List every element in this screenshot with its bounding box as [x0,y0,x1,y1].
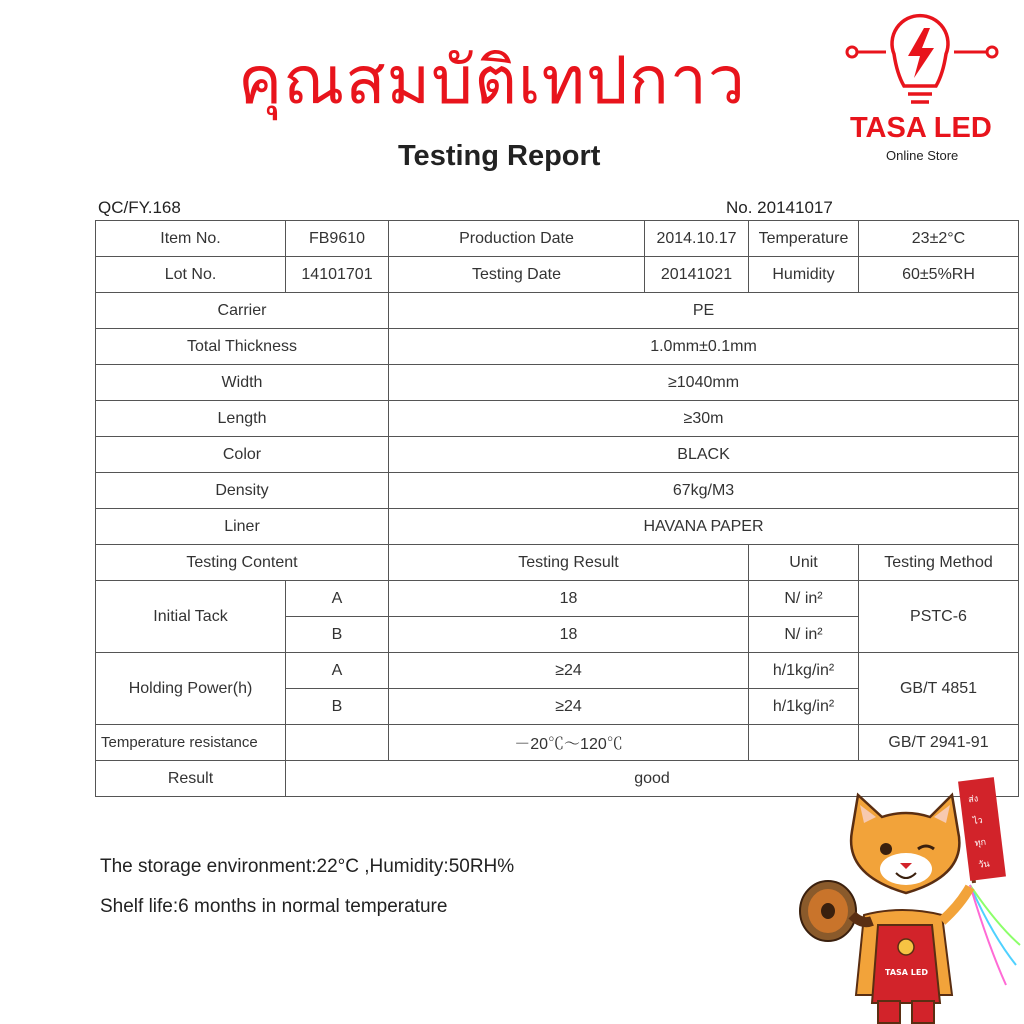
info-cell: 23±2°C [859,221,1019,257]
info-row-lot [96,257,1019,293]
property-value: PE [389,293,1019,329]
test-result: 18 [389,581,749,617]
info-cell: 60±5%RH [859,257,1019,293]
property-row [96,365,1019,401]
test-unit: N/ in² [749,617,859,653]
test-method: GB/T 2941-91 [859,725,1019,761]
info-cell: Humidity [749,257,859,293]
flag-char: ส่ง [967,794,979,806]
flag-char: ทุก [974,837,987,849]
property-value: 1.0mm±0.1mm [389,329,1019,365]
result-value: good [286,761,1019,797]
property-label: Density [96,473,389,509]
test-unit [749,725,859,761]
info-cell: 14101701 [286,257,389,293]
info-cell: 2014.10.17 [645,221,749,257]
property-row [96,293,1019,329]
test-label: Initial Tack [96,581,286,653]
property-value: BLACK [389,437,1019,473]
report-title: Testing Report [398,140,601,172]
test-result: ≥24 [389,653,749,689]
thai-page-title: คุณสมบัติเทปกาว [238,42,746,119]
property-row [96,329,1019,365]
testing-report-table [95,220,1019,797]
info-cell: Temperature [749,221,859,257]
property-value: HAVANA PAPER [389,509,1019,545]
test-header-content: Testing Content [96,545,389,581]
property-label: Total Thickness [96,329,389,365]
property-label: Width [96,365,389,401]
test-method: PSTC-6 [859,581,1019,653]
report-code: QC/FY.168 [98,198,181,217]
info-cell: Testing Date [389,257,645,293]
test-row [96,581,1019,617]
property-label: Length [96,401,389,437]
shelf-life-note: Shelf life:6 months in normal temperature [100,896,448,917]
property-value: ≥30m [389,401,1019,437]
test-sample [286,725,389,761]
test-result: 18 [389,617,749,653]
info-cell: Item No. [96,221,286,257]
info-cell: Production Date [389,221,645,257]
brand-name: TASA LED [850,112,992,144]
property-label: Liner [96,509,389,545]
test-header-method: Testing Method [859,545,1019,581]
test-sample: B [286,617,389,653]
test-result: －20℃～120℃ [389,725,749,761]
test-row [96,725,1019,761]
test-row [96,653,1019,689]
test-unit: h/1kg/in² [749,689,859,725]
result-label: Result [96,761,286,797]
test-sample: B [286,689,389,725]
property-value: ≥1040mm [389,365,1019,401]
test-header-result: Testing Result [389,545,749,581]
info-cell: FB9610 [286,221,389,257]
test-result: ≥24 [389,689,749,725]
property-row [96,401,1019,437]
info-cell: Lot No. [96,257,286,293]
test-sample: A [286,581,389,617]
test-unit: h/1kg/in² [749,653,859,689]
property-label: Carrier [96,293,389,329]
test-label: Holding Power(h) [96,653,286,725]
info-row-item [96,221,1019,257]
flag-char: วัน [977,859,991,871]
storage-note: The storage environment:22°C ,Humidity:50RH% [100,856,515,877]
apron-text: TASA LED [885,968,928,977]
property-row [96,509,1019,545]
cat-mascot-icon [792,765,1024,1024]
flag-char: ไว [972,815,984,827]
test-header-row [96,545,1019,581]
property-value: 67kg/M3 [389,473,1019,509]
property-row [96,437,1019,473]
property-label: Color [96,437,389,473]
test-method: GB/T 4851 [859,653,1019,725]
info-cell: 20141021 [645,257,749,293]
report-number: No. 20141017 [726,198,833,217]
test-sample: A [286,653,389,689]
property-row [96,473,1019,509]
test-label: Temperature resistance [96,725,286,761]
brand-subtitle: Online Store [886,148,959,163]
test-header-unit: Unit [749,545,859,581]
test-unit: N/ in² [749,581,859,617]
